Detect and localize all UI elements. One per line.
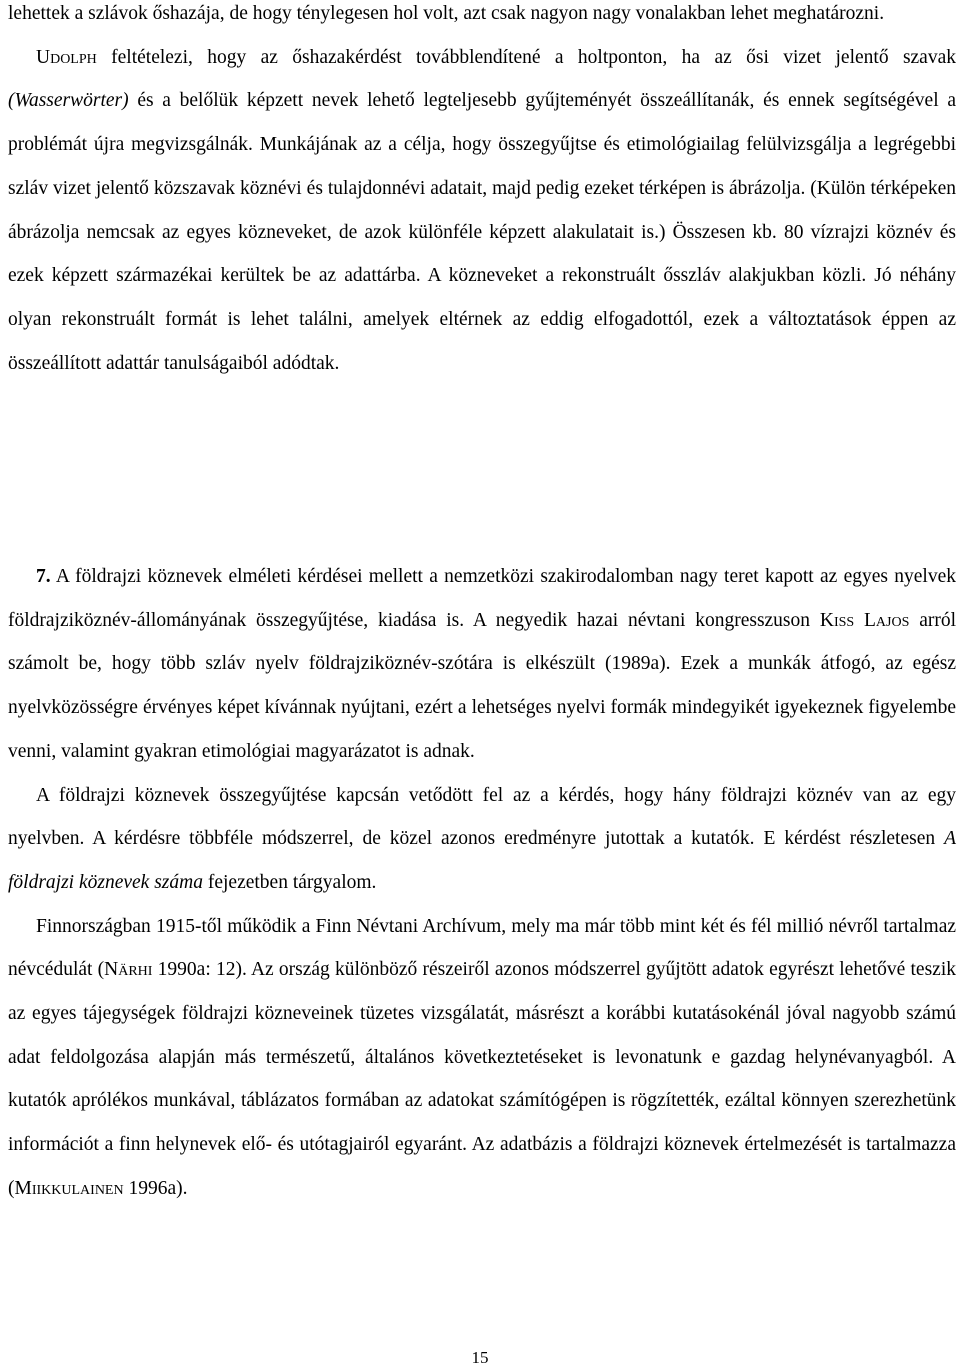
paragraph-text: Finnországban 1915-től működik a Finn Névtani Archívum, mely ma már több mint két és fél millió névről tartalmaz névcédulát ( [8,915,956,981]
paragraph-text: A földrajzi köznevek összegyűjtése kapcsán vetődött fel az a kérdés, hogy hány földrajzi köznév van az egy nyelvben. A kérdésre többféle módszerrel, de közel azonos eredményre jutottak a kutatók. E kérdést részletesen [8,784,956,850]
author-name: Kiss Lajos [819,609,910,631]
paragraph-section-7 [8,555,956,774]
author-name: Udolph [36,46,97,68]
paragraph-text: arról számolt be, hogy több szláv nyelv földrajziköznév-szótára is elkészült (1989a). Ezek a munkák átfogó, az egész nyelvközösségre érvényes képet kívánnak nyújtani, ezért a lehetséges nyelvi formák mindegyikét igyekeznek figyelembe venni, valamint gyakran etimológiai magyarázatot is adnak. [8,609,957,762]
paragraph-text: 1996a). [123,1177,188,1199]
paragraph-finnorszag [8,905,956,1211]
paragraph-udolph [8,36,956,386]
paragraph-text: feltételezi, hogy az őshazakérdést továbblendítené a holtponton, ha az ősi vizet jelentő szavak [96,46,956,68]
paragraph-text: Munkájának az a célja, hogy összegyűjtse és etimológiailag felülvizsgálja a legrégebbi szláv vizet jelentő közszavak köznévi és tulajdonnévi adatait, majd pedig ezeket térképen is ábrázolja. (Külön térképeken ábrázolja nemcsak az egyes közneveket, de azok különféle képzett alakulatait is.) Összesen kb. 80 vízrajzi köznév és ezek képzett származékai kerültek be az adattárba. A közneveket a rekonstruált ősszláv alakjukban közli. Jó néhány olyan rekonstruált formát is lehet találni, amelyek eltérnek az eddig elfogadottól, ezek a változtatások éppen az összeállított adattár tanulságaiból adódtak. [8,134,956,374]
section-number: 7. [36,566,51,587]
paragraph-text: 1990a: 12). Az ország különböző részeiről azonos módszerrel gyűjtött adatok egyrészt lehetővé teszik az egyes tájegységek földrajzi közneveinek tüzetes vizsgálatát, másrészt a korábbi kutatásokénál jóval nagyobb számú adat feldolgozása alapján más természetű, általános következtetéseket is levonatunk e gazdag helynévanyagból. A kutatók aprólékos munkával, táblázatos formában az adatokat számítógépen is rögzítették, ezáltal könnyen szerezhetünk információt a finn helynevek elő- és utótagjairól egyaránt. Az adatbázis a földrajzi köznevek értelmezését is tartalmazza ( [8,959,956,1199]
text-block-top [8,0,956,385]
text-block-section-7 [8,555,956,1211]
paragraph-text: fejezetben tárgyalom. [202,871,377,893]
document-page [8,0,956,1371]
italic-chapter-title: A földrajzi köznevek száma [8,828,956,893]
author-name: Miikkulainen [14,1177,124,1199]
paragraph-text: A földrajzi köznevek elméleti kérdései mellett a nemzetközi szakirodalomban nagy teret kapott az egyes nyelvek földrajziköznév-állományának összegyűjtése, kiadása is. A negyedik hazai névtani kongresszuson [8,566,956,631]
paragraph-text: és a belőlük képzett nevek lehető legteljesebb gyűjteményét összeállítanák, és ennek segítségével a problémát újra megvizsgálnák. [8,90,956,156]
page-number: 15 [471,1348,489,1367]
paragraph-text: lehettek a szlávok őshazája, de hogy ténylegesen hol volt, azt csak nagyon nagy vonalakban lehet meghatározni. [8,3,885,24]
italic-term: (Wasserwörter) [8,90,129,112]
paragraph-koznevek-szama [8,774,956,905]
author-name: Närhi [104,959,153,981]
paragraph-continuation [8,0,956,36]
